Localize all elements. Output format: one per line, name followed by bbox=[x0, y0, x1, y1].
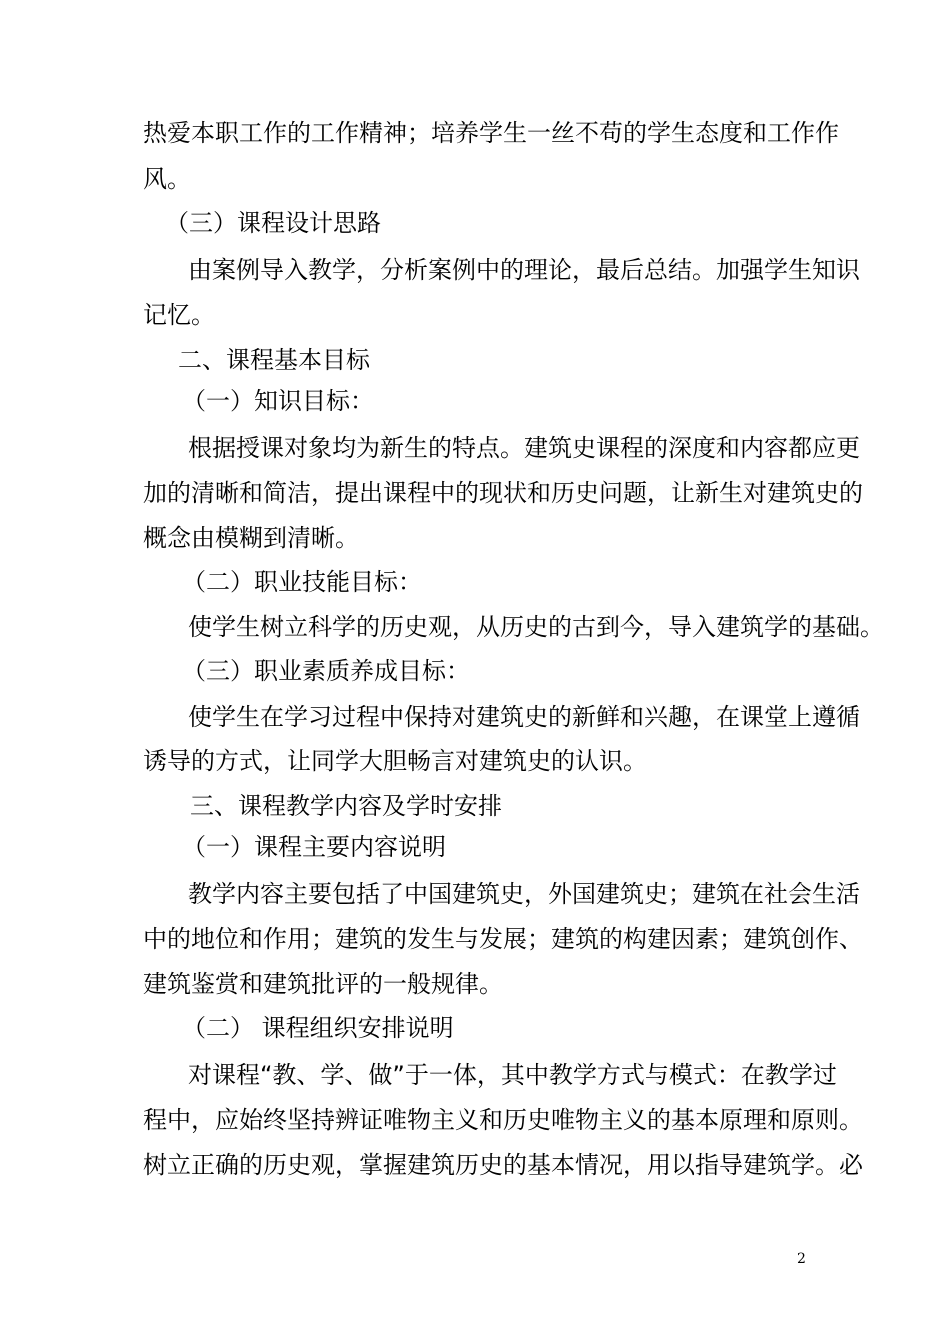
paragraph-line: 对课程“教、学、做”于一体，其中教学方式与模式：在教学过 bbox=[188, 1061, 837, 1089]
paragraph-line: 根据授课对象均为新生的特点。建筑史课程的深度和内容都应更 bbox=[188, 434, 860, 462]
section-heading: 三、课程教学内容及学时安排 bbox=[190, 792, 502, 820]
paragraph-line: 记忆。 bbox=[143, 301, 215, 329]
paragraph-line: 由案例导入教学，分析案例中的理论，最后总结。加强学生知识 bbox=[188, 256, 860, 284]
section-heading: （一）课程主要内容说明 bbox=[182, 833, 446, 861]
paragraph-line: 使学生树立科学的历史观，从历史的古到今，导入建筑学的基础。 bbox=[188, 613, 884, 641]
page-number: 2 bbox=[797, 1251, 806, 1267]
paragraph-line: 概念由模糊到清晰。 bbox=[143, 524, 359, 552]
paragraph-line: 使学生在学习过程中保持对建筑史的新鲜和兴趣，在课堂上遵循 bbox=[188, 703, 860, 731]
paragraph-line: 中的地位和作用；建筑的发生与发展；建筑的构建因素；建筑创作、 bbox=[143, 925, 863, 953]
section-heading: （三）课程设计思路 bbox=[165, 209, 381, 237]
paragraph-line: 教学内容主要包括了中国建筑史，外国建筑史；建筑在社会生活 bbox=[188, 880, 860, 908]
section-heading: （三）职业素质养成目标： bbox=[182, 657, 470, 685]
paragraph-line: 风。 bbox=[143, 165, 191, 193]
paragraph-line: 程中，应始终坚持辨证唯物主义和历史唯物主义的基本原理和原则。 bbox=[143, 1106, 863, 1134]
section-heading: 二、课程基本目标 bbox=[178, 346, 370, 374]
paragraph-line: 加的清晰和简洁，提出课程中的现状和历史问题，让新生对建筑史的 bbox=[143, 479, 863, 507]
paragraph-line: 诱导的方式，让同学大胆畅言对建筑史的认识。 bbox=[143, 747, 647, 775]
paragraph-line: 热爱本职工作的工作精神；培养学生一丝不苟的学生态度和工作作 bbox=[143, 119, 839, 147]
section-heading: （一）知识目标： bbox=[182, 387, 374, 415]
section-heading: （二） 课程组织安排说明 bbox=[182, 1014, 454, 1042]
section-heading: （二）职业技能目标： bbox=[182, 568, 422, 596]
paragraph-line: 树立正确的历史观，掌握建筑历史的基本情况，用以指导建筑学。必 bbox=[143, 1151, 863, 1179]
paragraph-line: 建筑鉴赏和建筑批评的一般规律。 bbox=[143, 970, 503, 998]
